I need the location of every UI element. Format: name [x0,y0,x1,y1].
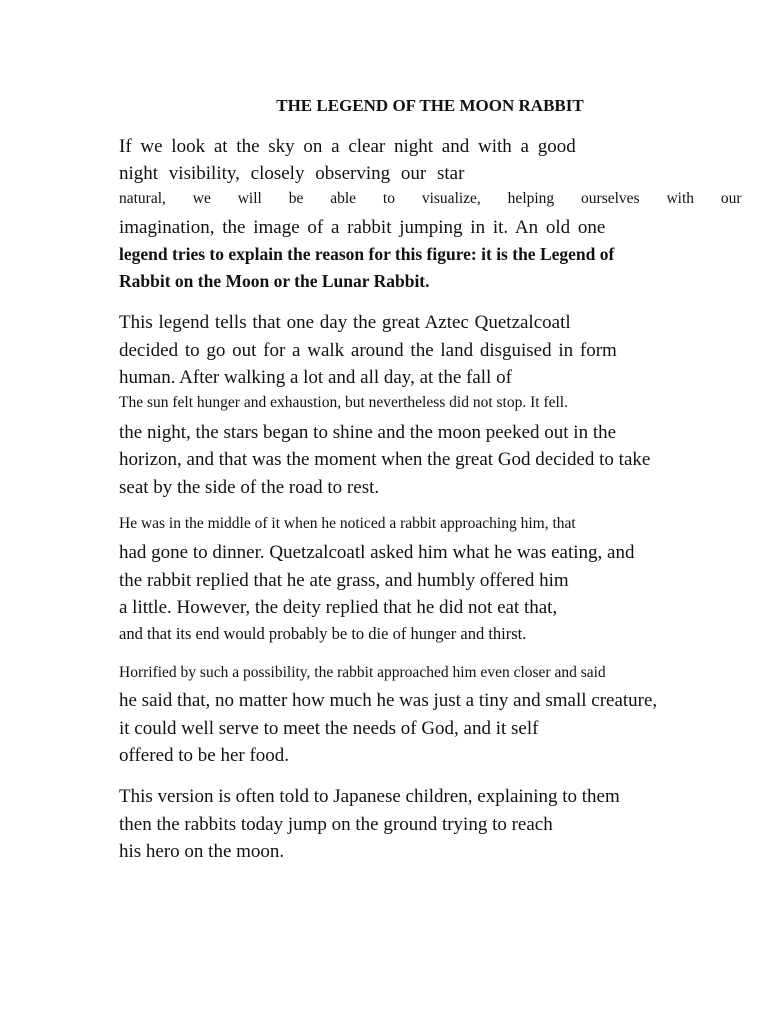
paragraph-1-line-5: legend tries to explain the reason for this figure: it is the Legend of [119,244,615,264]
paragraph-5-line-1: This version is often told to Japanese children, explaining to them [119,786,620,807]
paragraph-2-line-6: horizon, and that was the moment when the great God decided to take [119,449,651,470]
paragraph-2-line-1: This legend tells that one day the great Aztec Quetzalcoatl [119,312,571,333]
paragraph-1-line-4: imagination, the image of a rabbit jumping in it. An old one [119,217,606,238]
paragraph-3-line-3: the rabbit replied that he ate grass, and humbly offered him [119,570,569,591]
document-title: THE LEGEND OF THE MOON RABBIT [276,96,584,115]
paragraph-4-line-2: he said that, no matter how much he was just a tiny and small creature, [119,690,658,711]
paragraph-2-line-3: human. After walking a lot and all day, at the fall of [119,367,512,388]
paragraph-1-line-6: Rabbit on the Moon or the Lunar Rabbit. [119,271,430,291]
paragraph-4-line-4: offered to be her food. [119,745,290,766]
paragraph-2-line-7: seat by the side of the road to rest. [119,477,380,498]
paragraph-5-line-3: his hero on the moon. [119,841,285,862]
paragraph-2-line-5: the night, the stars began to shine and the moon peeked out in the [119,422,617,443]
paragraph-3-line-4: a little. However, the deity replied that he did not eat that, [119,597,558,618]
paragraph-4-line-1: Horrified by such a possibility, the rabbit approached him even closer and said [119,664,606,681]
paragraph-1-line-3: natural, we will be able to visualize, helping ourselves with our [119,190,742,207]
paragraph-4-line-3: it could well serve to meet the needs of God, and it self [119,718,539,739]
paragraph-3-line-2: had gone to dinner. Quetzalcoatl asked him what he was eating, and [119,542,635,563]
paragraph-1-line-2: night visibility, closely observing our star [119,163,465,184]
paragraph-5-line-2: then the rabbits today jump on the ground trying to reach [119,814,553,835]
paragraph-2-line-2: decided to go out for a walk around the land disguised in form [119,340,617,361]
paragraph-1-line-1: If we look at the sky on a clear night and with a good [119,136,576,157]
paragraph-2-line-4: The sun felt hunger and exhaustion, but nevertheless did not stop. It fell. [119,394,568,411]
paragraph-3-line-5: and that its end would probably be to die of hunger and thirst. [119,624,527,643]
paragraph-3-line-1: He was in the middle of it when he noticed a rabbit approaching him, that [119,515,576,532]
